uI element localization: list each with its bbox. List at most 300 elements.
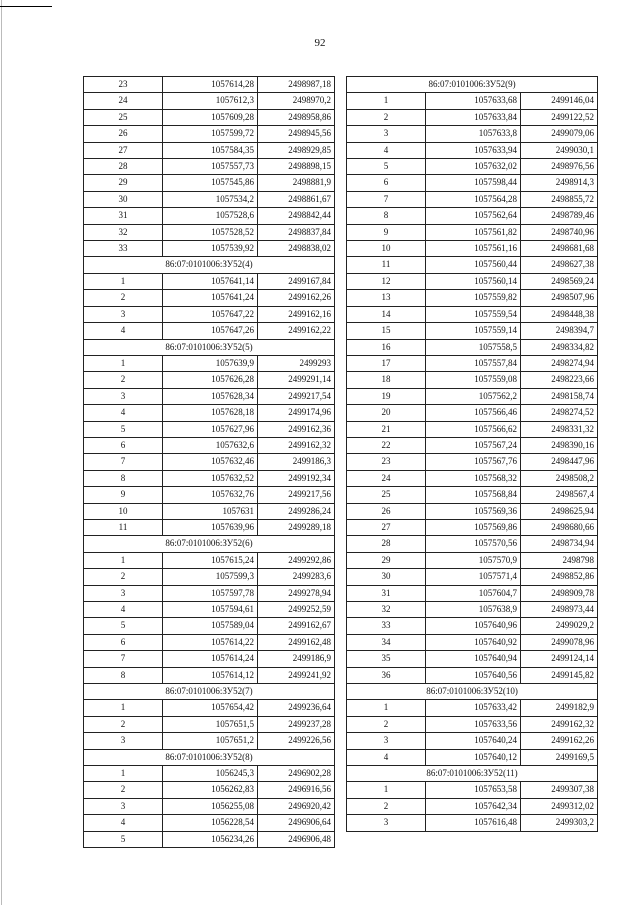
table-row	[84, 405, 335, 421]
y-coordinate: 2498837,84	[258, 224, 335, 240]
y-coordinate: 2499162,26	[521, 733, 598, 749]
y-coordinate: 2498625,94	[521, 503, 598, 519]
point-number: 15	[347, 323, 426, 339]
x-coordinate: 1057614,24	[163, 651, 258, 667]
table-row	[347, 208, 598, 224]
y-coordinate: 2498740,96	[521, 224, 598, 240]
x-coordinate: 1057528,6	[163, 208, 258, 224]
x-coordinate: 1056234,26	[163, 831, 258, 847]
point-number: 1	[347, 782, 426, 798]
y-coordinate: 2498929,85	[258, 142, 335, 158]
y-coordinate: 2496920,42	[258, 798, 335, 814]
table-row	[347, 405, 598, 421]
table-row	[84, 323, 335, 339]
point-number: 1	[347, 700, 426, 716]
table-row	[347, 109, 598, 125]
point-number: 8	[347, 208, 426, 224]
point-number: 1	[347, 93, 426, 109]
point-number: 5	[84, 618, 163, 634]
table-row	[84, 77, 335, 93]
y-coordinate: 2499174,96	[258, 405, 335, 421]
point-number: 3	[347, 815, 426, 831]
table-row	[347, 93, 598, 109]
point-number: 2	[84, 716, 163, 732]
y-coordinate: 2499162,16	[258, 306, 335, 322]
x-coordinate: 1057614,22	[163, 634, 258, 650]
y-coordinate: 2499182,9	[521, 700, 598, 716]
parcel-header-row	[84, 684, 335, 700]
point-number: 1	[84, 355, 163, 371]
x-coordinate: 1057612,3	[163, 93, 258, 109]
y-coordinate: 2498898,15	[258, 159, 335, 175]
table-row	[347, 421, 598, 437]
x-coordinate: 1057562,2	[426, 388, 521, 404]
point-number: 24	[84, 93, 163, 109]
parcel-header-row	[347, 766, 598, 782]
y-coordinate: 2499252,59	[258, 602, 335, 618]
y-coordinate: 2499162,32	[521, 716, 598, 732]
y-coordinate: 2499292,86	[258, 552, 335, 568]
y-coordinate: 2499167,84	[258, 273, 335, 289]
table-row	[347, 536, 598, 552]
x-coordinate: 1057559,54	[426, 306, 521, 322]
x-coordinate: 1057614,12	[163, 667, 258, 683]
point-number: 11	[84, 519, 163, 535]
x-coordinate: 1057571,4	[426, 569, 521, 585]
table-row	[347, 798, 598, 814]
x-coordinate: 1057567,24	[426, 437, 521, 453]
table-row	[347, 749, 598, 765]
x-coordinate: 1057651,5	[163, 716, 258, 732]
table-row	[347, 552, 598, 568]
x-coordinate: 1057599,3	[163, 569, 258, 585]
table-row	[347, 257, 598, 273]
point-number: 3	[347, 126, 426, 142]
y-coordinate: 2498958,86	[258, 109, 335, 125]
y-coordinate: 2498976,56	[521, 159, 598, 175]
point-number: 32	[84, 224, 163, 240]
point-number: 23	[347, 454, 426, 470]
y-coordinate: 2498855,72	[521, 191, 598, 207]
x-coordinate: 1057628,18	[163, 405, 258, 421]
table-row	[347, 618, 598, 634]
point-number: 19	[347, 388, 426, 404]
x-coordinate: 1057539,92	[163, 241, 258, 257]
parcel-id: 86:07:0101006:ЗУ52(5)	[84, 339, 335, 355]
y-coordinate: 2498909,78	[521, 585, 598, 601]
x-coordinate: 1057566,62	[426, 421, 521, 437]
x-coordinate: 1056245,3	[163, 766, 258, 782]
x-coordinate: 1057642,34	[426, 798, 521, 814]
y-coordinate: 2498881,9	[258, 175, 335, 191]
x-coordinate: 1057640,24	[426, 733, 521, 749]
table-row	[84, 109, 335, 125]
point-number: 8	[84, 470, 163, 486]
point-number: 3	[84, 585, 163, 601]
y-coordinate: 2499169,5	[521, 749, 598, 765]
table-row	[84, 700, 335, 716]
x-coordinate: 1057640,94	[426, 651, 521, 667]
x-coordinate: 1057632,6	[163, 437, 258, 453]
y-coordinate: 2499122,52	[521, 109, 598, 125]
y-coordinate: 2499030,1	[521, 142, 598, 158]
x-coordinate: 1057633,84	[426, 109, 521, 125]
table-row	[347, 815, 598, 831]
y-coordinate: 2498567,4	[521, 487, 598, 503]
point-number: 2	[347, 716, 426, 732]
y-coordinate: 2498861,67	[258, 191, 335, 207]
table-row	[347, 388, 598, 404]
table-row	[84, 175, 335, 191]
y-coordinate: 2498390,16	[521, 437, 598, 453]
table-row	[347, 175, 598, 191]
y-coordinate: 2496916,56	[258, 782, 335, 798]
table-row	[84, 815, 335, 831]
x-coordinate: 1057567,76	[426, 454, 521, 470]
x-coordinate: 1057561,82	[426, 224, 521, 240]
x-coordinate: 1057564,28	[426, 191, 521, 207]
y-coordinate: 2499237,28	[258, 716, 335, 732]
y-coordinate: 2499162,32	[258, 437, 335, 453]
y-coordinate: 2498508,2	[521, 470, 598, 486]
table-row	[84, 487, 335, 503]
table-row	[347, 306, 598, 322]
x-coordinate: 1057615,24	[163, 552, 258, 568]
point-number: 3	[84, 798, 163, 814]
point-number: 4	[347, 749, 426, 765]
y-coordinate: 2499192,34	[258, 470, 335, 486]
x-coordinate: 1057557,73	[163, 159, 258, 175]
point-number: 35	[347, 651, 426, 667]
table-row	[84, 782, 335, 798]
point-number: 1	[84, 273, 163, 289]
y-coordinate: 2498394,7	[521, 323, 598, 339]
y-coordinate: 2499162,22	[258, 323, 335, 339]
y-coordinate: 2499241,92	[258, 667, 335, 683]
point-number: 9	[84, 487, 163, 503]
parcel-header-row	[84, 536, 335, 552]
point-number: 1	[84, 700, 163, 716]
x-coordinate: 1057639,96	[163, 519, 258, 535]
parcel-id: 86:07:0101006:ЗУ52(8)	[84, 749, 335, 765]
y-coordinate: 2499226,56	[258, 733, 335, 749]
y-coordinate: 2498507,96	[521, 290, 598, 306]
point-number: 4	[84, 815, 163, 831]
table-row	[84, 93, 335, 109]
x-coordinate: 1057640,96	[426, 618, 521, 634]
x-coordinate: 1057632,02	[426, 159, 521, 175]
table-row	[84, 651, 335, 667]
point-number: 31	[84, 208, 163, 224]
table-row	[84, 667, 335, 683]
table-row	[347, 470, 598, 486]
x-coordinate: 1057528,52	[163, 224, 258, 240]
x-coordinate: 1057640,92	[426, 634, 521, 650]
table-row	[347, 323, 598, 339]
point-number: 3	[347, 733, 426, 749]
table-row	[84, 519, 335, 535]
point-number: 6	[347, 175, 426, 191]
table-row	[84, 552, 335, 568]
table-row	[84, 733, 335, 749]
parcel-header-row	[347, 77, 598, 93]
point-number: 6	[84, 437, 163, 453]
point-number: 18	[347, 372, 426, 388]
x-coordinate: 1057639,9	[163, 355, 258, 371]
x-coordinate: 1057633,42	[426, 700, 521, 716]
point-number: 24	[347, 470, 426, 486]
point-number: 36	[347, 667, 426, 683]
table-row	[347, 241, 598, 257]
y-coordinate: 2498973,44	[521, 602, 598, 618]
point-number: 12	[347, 273, 426, 289]
table-row	[347, 782, 598, 798]
y-coordinate: 2498569,24	[521, 273, 598, 289]
table-row	[84, 454, 335, 470]
point-number: 4	[84, 602, 163, 618]
table-row	[84, 618, 335, 634]
x-coordinate: 1057559,08	[426, 372, 521, 388]
table-row	[347, 339, 598, 355]
y-coordinate: 2498681,68	[521, 241, 598, 257]
y-coordinate: 2499146,04	[521, 93, 598, 109]
y-coordinate: 2499162,67	[258, 618, 335, 634]
x-coordinate: 1057614,28	[163, 77, 258, 93]
x-coordinate: 1057654,42	[163, 700, 258, 716]
table-row	[347, 569, 598, 585]
point-number: 32	[347, 602, 426, 618]
point-number: 14	[347, 306, 426, 322]
table-row	[84, 602, 335, 618]
table-row	[84, 503, 335, 519]
table-row	[347, 372, 598, 388]
y-coordinate: 2498945,56	[258, 126, 335, 142]
point-number: 33	[347, 618, 426, 634]
x-coordinate: 1057560,14	[426, 273, 521, 289]
table-row	[84, 159, 335, 175]
parcel-header-row	[84, 257, 335, 273]
table-row	[347, 159, 598, 175]
y-coordinate: 2499186,9	[258, 651, 335, 667]
x-coordinate: 1057627,96	[163, 421, 258, 437]
x-coordinate: 1057570,9	[426, 552, 521, 568]
table-row	[347, 191, 598, 207]
x-coordinate: 1057640,56	[426, 667, 521, 683]
table-row	[84, 290, 335, 306]
table-row	[84, 142, 335, 158]
point-number: 34	[347, 634, 426, 650]
table-row	[347, 634, 598, 650]
y-coordinate: 2499303,2	[521, 815, 598, 831]
y-coordinate: 2498852,86	[521, 569, 598, 585]
y-coordinate: 2499289,18	[258, 519, 335, 535]
page-number: 92	[314, 37, 326, 49]
x-coordinate: 1057633,68	[426, 93, 521, 109]
y-coordinate: 2499029,2	[521, 618, 598, 634]
x-coordinate: 1057647,26	[163, 323, 258, 339]
point-number: 3	[84, 388, 163, 404]
x-coordinate: 1056255,08	[163, 798, 258, 814]
x-coordinate: 1057633,94	[426, 142, 521, 158]
y-coordinate: 2499293	[258, 355, 335, 371]
x-coordinate: 1057562,64	[426, 208, 521, 224]
table-row	[347, 667, 598, 683]
y-coordinate: 2498331,32	[521, 421, 598, 437]
point-number: 1	[84, 552, 163, 568]
point-number: 26	[84, 126, 163, 142]
table-row	[347, 700, 598, 716]
point-number: 17	[347, 355, 426, 371]
point-number: 11	[347, 257, 426, 273]
top-rule	[0, 6, 52, 7]
table-row	[84, 831, 335, 847]
x-coordinate: 1057653,58	[426, 782, 521, 798]
x-coordinate: 1057633,56	[426, 716, 521, 732]
point-number: 26	[347, 503, 426, 519]
x-coordinate: 1057568,32	[426, 470, 521, 486]
point-number: 4	[84, 323, 163, 339]
table-row	[347, 273, 598, 289]
table-row	[84, 421, 335, 437]
y-coordinate: 2498274,94	[521, 355, 598, 371]
y-coordinate: 2499312,02	[521, 798, 598, 814]
table-row	[347, 487, 598, 503]
point-number: 30	[347, 569, 426, 585]
y-coordinate: 2498914,3	[521, 175, 598, 191]
y-coordinate: 2498627,38	[521, 257, 598, 273]
table-row	[84, 585, 335, 601]
y-coordinate: 2499186,3	[258, 454, 335, 470]
y-coordinate: 2499283,6	[258, 569, 335, 585]
x-coordinate: 1057599,72	[163, 126, 258, 142]
point-number: 2	[347, 798, 426, 814]
point-number: 6	[84, 634, 163, 650]
parcel-header-row	[84, 749, 335, 765]
table-row	[84, 208, 335, 224]
point-number: 25	[347, 487, 426, 503]
y-coordinate: 2499162,26	[258, 290, 335, 306]
x-coordinate: 1057604,7	[426, 585, 521, 601]
y-coordinate: 2498842,44	[258, 208, 335, 224]
parcel-header-row	[84, 339, 335, 355]
scan-edge	[1, 0, 2, 905]
table-row	[347, 585, 598, 601]
x-coordinate: 1057534,2	[163, 191, 258, 207]
table-row	[347, 519, 598, 535]
table-row	[347, 126, 598, 142]
y-coordinate: 2498334,82	[521, 339, 598, 355]
x-coordinate: 1057632,76	[163, 487, 258, 503]
table-row	[84, 388, 335, 404]
table-row	[84, 470, 335, 486]
table-row	[347, 454, 598, 470]
y-coordinate: 2499145,82	[521, 667, 598, 683]
parcel-id: 86:07:0101006:ЗУ52(4)	[84, 257, 335, 273]
y-coordinate: 2499078,96	[521, 634, 598, 650]
x-coordinate: 1057598,44	[426, 175, 521, 191]
point-number: 29	[347, 552, 426, 568]
y-coordinate: 2496906,48	[258, 831, 335, 847]
x-coordinate: 1057559,14	[426, 323, 521, 339]
table-row	[347, 355, 598, 371]
table-row	[84, 437, 335, 453]
y-coordinate: 2498970,2	[258, 93, 335, 109]
x-coordinate: 1057559,82	[426, 290, 521, 306]
point-number: 2	[84, 782, 163, 798]
point-number: 2	[84, 372, 163, 388]
x-coordinate: 1057641,24	[163, 290, 258, 306]
point-number: 7	[347, 191, 426, 207]
y-coordinate: 2496906,64	[258, 815, 335, 831]
table-row	[84, 372, 335, 388]
y-coordinate: 2498223,66	[521, 372, 598, 388]
table-row	[84, 798, 335, 814]
y-coordinate: 2498158,74	[521, 388, 598, 404]
x-coordinate: 1057631	[163, 503, 258, 519]
table-row	[84, 306, 335, 322]
table-row	[347, 503, 598, 519]
point-number: 5	[84, 831, 163, 847]
y-coordinate: 2499286,24	[258, 503, 335, 519]
point-number: 23	[84, 77, 163, 93]
x-coordinate: 1057626,28	[163, 372, 258, 388]
x-coordinate: 1057632,52	[163, 470, 258, 486]
point-number: 20	[347, 405, 426, 421]
table-row	[84, 191, 335, 207]
x-coordinate: 1057557,84	[426, 355, 521, 371]
point-number: 2	[84, 569, 163, 585]
table-row	[84, 241, 335, 257]
point-number: 8	[84, 667, 163, 683]
x-coordinate: 1056228,54	[163, 815, 258, 831]
y-coordinate: 2499307,38	[521, 782, 598, 798]
point-number: 7	[84, 454, 163, 470]
point-number: 13	[347, 290, 426, 306]
table-row	[347, 651, 598, 667]
y-coordinate: 2499079,06	[521, 126, 598, 142]
x-coordinate: 1057560,44	[426, 257, 521, 273]
point-number: 9	[347, 224, 426, 240]
table-row	[347, 602, 598, 618]
point-number: 1	[84, 766, 163, 782]
x-coordinate: 1057633,8	[426, 126, 521, 142]
x-coordinate: 1057638,9	[426, 602, 521, 618]
point-number: 4	[347, 142, 426, 158]
table-row	[84, 224, 335, 240]
point-number: 22	[347, 437, 426, 453]
x-coordinate: 1057640,12	[426, 749, 521, 765]
point-number: 3	[84, 733, 163, 749]
x-coordinate: 1057609,28	[163, 109, 258, 125]
x-coordinate: 1057589,04	[163, 618, 258, 634]
point-number: 5	[347, 159, 426, 175]
point-number: 4	[84, 405, 163, 421]
y-coordinate: 2498789,46	[521, 208, 598, 224]
table-row	[84, 716, 335, 732]
point-number: 16	[347, 339, 426, 355]
parcel-id: 86:07:0101006:ЗУ52(6)	[84, 536, 335, 552]
x-coordinate: 1057568,84	[426, 487, 521, 503]
x-coordinate: 1057616,48	[426, 815, 521, 831]
parcel-id: 86:07:0101006:ЗУ52(10)	[347, 684, 598, 700]
table-row	[347, 290, 598, 306]
point-number: 10	[347, 241, 426, 257]
y-coordinate: 2498838,02	[258, 241, 335, 257]
point-number: 2	[347, 109, 426, 125]
point-number: 3	[84, 306, 163, 322]
y-coordinate: 2498448,38	[521, 306, 598, 322]
x-coordinate: 1057569,36	[426, 503, 521, 519]
